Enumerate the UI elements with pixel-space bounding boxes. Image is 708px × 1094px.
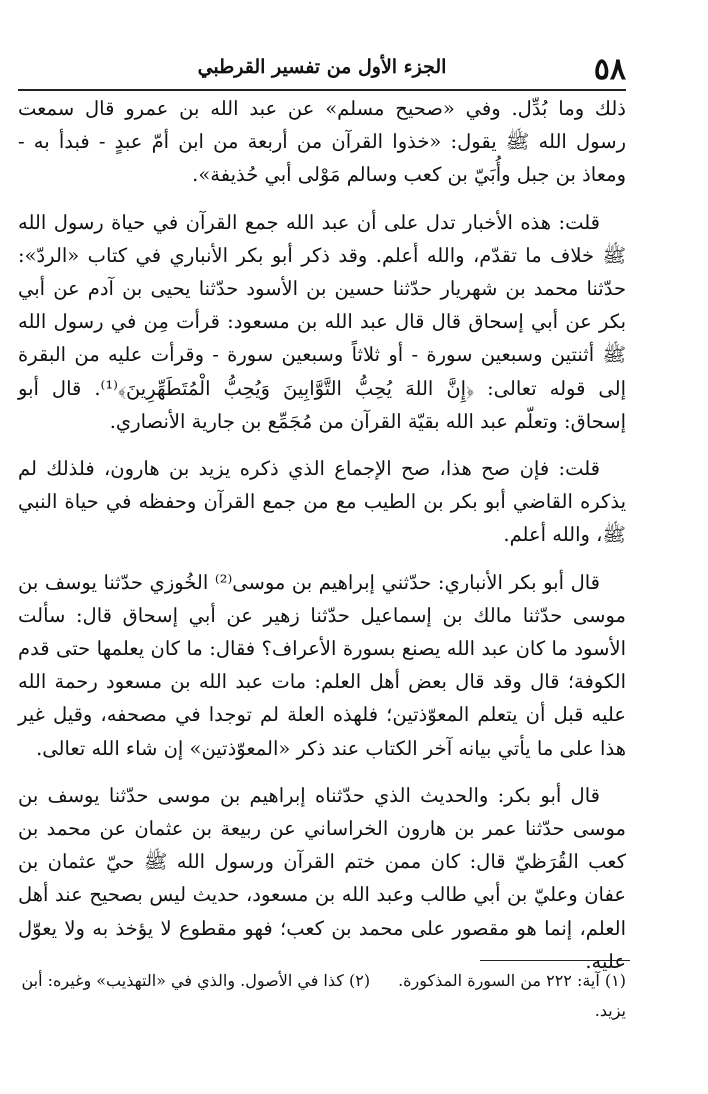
paragraph: قال أبو بكر الأنباري: حدّثني إبراهيم بن موسى⁽²⁾ الخُوزي حدّثنا يوسف بن موسى حدّثنا مالك بن إسماعيل حدّثنا زهير عن أبي إسحاق قال: سألت الأسود ما كان عبد الله يصنع بسورة الأعراف؟ فقال: ما كان يعلمها حتى قدم الكوفة؛ قال وقد قال بعض أهل العلم: مات عبد الله بن مسعود رحمة الله عليه قبل أن يتعلم المعوّذتين؛ فلهذه العلة لم توجدا في مصحفه، وقيل غير هذا على ما يأتي بيانه آخر الكتاب عند ذكر «المعوّذتين» إن شاء الله تعالى.	[18, 570, 626, 760]
main-text	[18, 92, 626, 992]
header-divider	[18, 89, 626, 91]
paragraph: قلت: هذه الأخبار تدل على أن عبد الله جمع القرآن في حياة رسول الله ﷺ خلاف ما تقدّم، والله أعلم. وقد ذكر أبو بكر الأنباري في كتاب «الردّ»: حدّثنا محمد بن شهريار حدّثنا حسين بن الأسود حدّثنا يحيى بن آدم عن أبي بكر عن أبي إسحاق قال قال عبد الله بن مسعود: قرأت مِن في رسول الله ﷺ أثنتين وسبعين سورة - أو ثلاثاً وسبعين سورة - وقرأت عليه من البقرة إلى قوله تعالى: ﴿إِنَّ اللهَ يُحِبُّ التَّوَّابِينَ وَيُحِبُّ الْمُتَطَهِّرِينَ﴾⁽¹⁾. قال أبو إسحاق: وتعلّم عبد الله بقيّة القرآن من مُجَمِّع بن جارية الأنصاري.	[18, 210, 627, 433]
paragraph: قلت: فإن صح هذا، صح الإجماع الذي ذكره يزيد بن هارون، فلذلك لم يذكره القاضي أبو بكر بن الطيب مع من جمع القرآن وحفظه في حياة النبي ﷺ، والله أعلم.	[18, 457, 626, 547]
paragraph: ذلك وما بُدِّل. وفي «صحيح مسلم» عن عبد الله بن عمرو قال سمعت رسول الله ﷺ يقول: «خذوا القرآن من أربعة من ابن أمّ عبدٍ - فبدأ به - ومعاذ بن جبل وأُبَيّ بن كعب وسالم مَوْلى أبي حُذيفة».	[18, 97, 626, 187]
paragraph: قال أبو بكر: والحديث الذي حدّثناه إبراهيم بن موسى حدّثنا يوسف بن موسى حدّثنا عمر بن هارون الخراساني عن ربيعة بن عثمان عن محمد بن كعب القُرَظيّ قال: كان ممن ختم القرآن ورسول الله ﷺ حيّ عثمان بن عفان وعليّ بن أبي طالب وعبد الله بن مسعود، حديث ليس بصحيح عند أهل العلم، إنما هو مقصور على محمد بن كعب؛ فهو مقطوع لا يؤخذ به ولا يعوّل عليه.	[18, 783, 626, 973]
running-title: الجزء الأول من تفسير القرطبي	[197, 56, 447, 78]
footnote-2: (٢) كذا في الأصول. والذي في «التهذيب» وغيره: أبن يزيد.	[21, 971, 626, 1020]
footnote-1: (١) آية: ٢٢٢ من السورة المذكورة.	[398, 971, 626, 990]
page-header	[18, 52, 626, 88]
footnotes	[18, 966, 626, 1026]
footnote-divider	[480, 960, 630, 961]
page-number: ٥٨	[593, 52, 626, 87]
